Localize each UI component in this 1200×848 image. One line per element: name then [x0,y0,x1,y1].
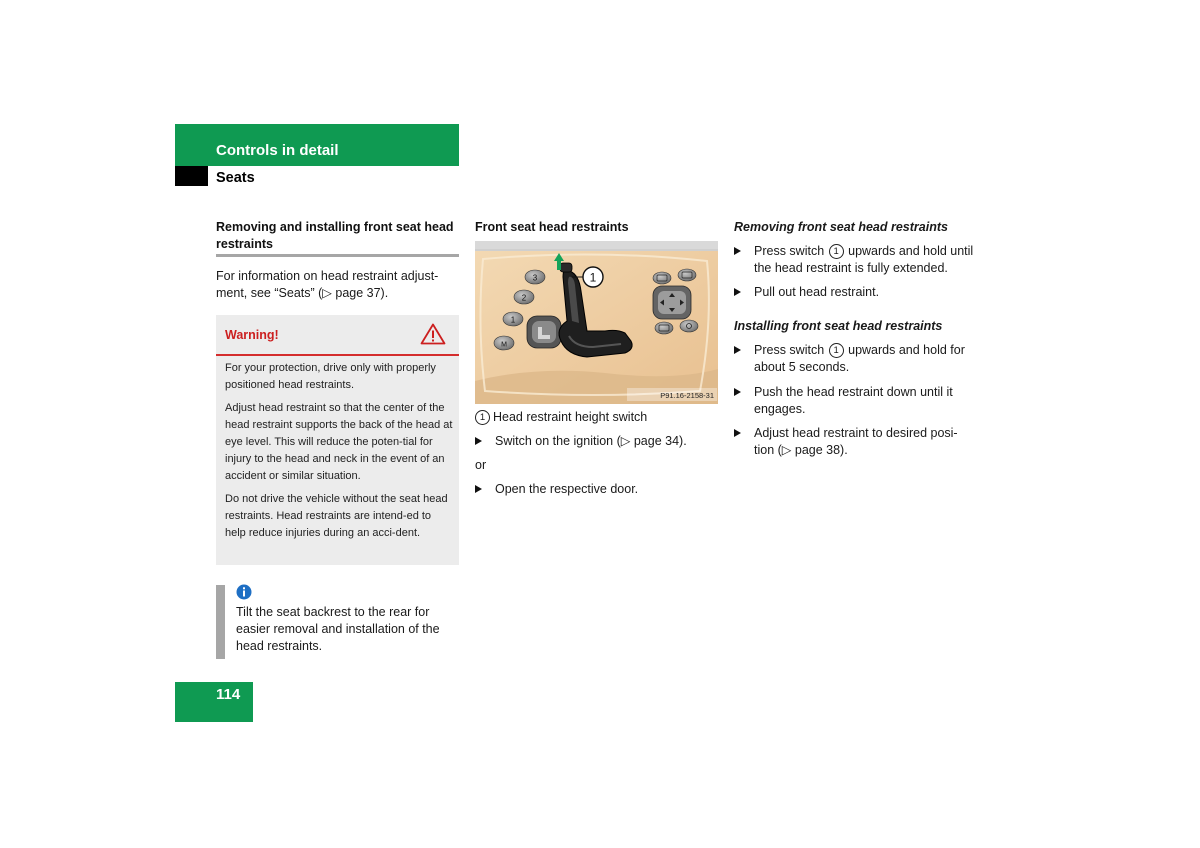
info-bar [216,585,225,659]
section-title: Controls in detail [216,142,339,159]
header-marker [175,166,208,186]
warning-title: Warning! [225,328,279,342]
step-text: Switch on the ignition (▷ page 34). [495,434,687,448]
callout-1-label: 1 [589,270,597,285]
warning-rule [216,354,459,356]
step-text: Push the head restraint down until it engages. [754,385,953,416]
step-text: Press switch [754,343,828,357]
bullet-arrow-icon [734,247,741,255]
caption-text: Head restraint height switch [493,410,648,424]
bullet-arrow-icon [475,437,482,445]
step-text: Pull out head restraint. [754,285,880,299]
warning-paragraph: For your protection, drive only with properly positioned head restraints. [225,362,436,391]
seat-switch-illustration [475,241,718,404]
step-text: Adjust head restraint to desired posi-tion (▷ page 38). [754,426,958,457]
removing-installing-heading: Removing and installing front seat head restraints [216,220,454,251]
install-step [734,425,979,459]
memory-button-3-label: 3 [532,273,538,283]
bullet-arrow-icon [734,388,741,396]
info-text: Tilt the seat backrest to the rear for easier removal and installation of the head restraints. [236,605,440,653]
warning-paragraph: Adjust head restraint so that the center of the head restraint supports the back of the head at eye level. This will reduce the poten-tial for injury to the head and neck in the event of an accident or similar situation. [225,402,453,482]
figure-caption [475,409,718,426]
bullet-arrow-icon [734,288,741,296]
page-number: 114 [216,686,241,703]
step-text: Press switch [754,244,828,258]
switch-callout: 1 [829,244,844,259]
bullet-arrow-icon [475,485,482,493]
step-text: upwards and hold until the head restraint is fully extended. [754,244,974,275]
or-text: or [475,458,487,472]
removing-heading: Removing front seat head restraints [734,220,948,234]
heading-rule [216,254,459,257]
remove-step [734,284,979,301]
warning-triangle-icon [420,323,446,345]
intro-paragraph: For information on head restraint adjust-ment, see “Seats” (▷ page 37). [216,269,439,300]
switch-callout: 1 [829,343,844,358]
remove-step [734,243,979,277]
step-text: Open the respective door. [495,482,639,496]
warning-paragraph: Do not drive the vehicle without the seat head restraints. Head restraints are intend-ed to help reduce injuries during an acci-dent. [225,493,448,539]
memory-button-m-label: M [501,341,507,349]
step-text: upwards and hold for about 5 seconds. [754,343,965,374]
install-step [734,384,979,418]
step-door [475,481,718,498]
front-seat-heading: Front seat head restraints [475,220,629,234]
caption-number: 1 [475,410,490,425]
info-icon [236,584,252,600]
bullet-arrow-icon [734,429,741,437]
subsection-title: Seats [216,170,255,186]
figure-code: P91.16-2158-31 [660,391,714,400]
installing-heading: Installing front seat head restraints [734,319,943,333]
memory-button-2-label: 2 [521,293,527,303]
bullet-arrow-icon [734,346,741,354]
memory-button-1-label: 1 [510,315,516,325]
page-number-box [175,682,253,722]
step-ignition [475,433,718,450]
install-step [734,342,979,376]
